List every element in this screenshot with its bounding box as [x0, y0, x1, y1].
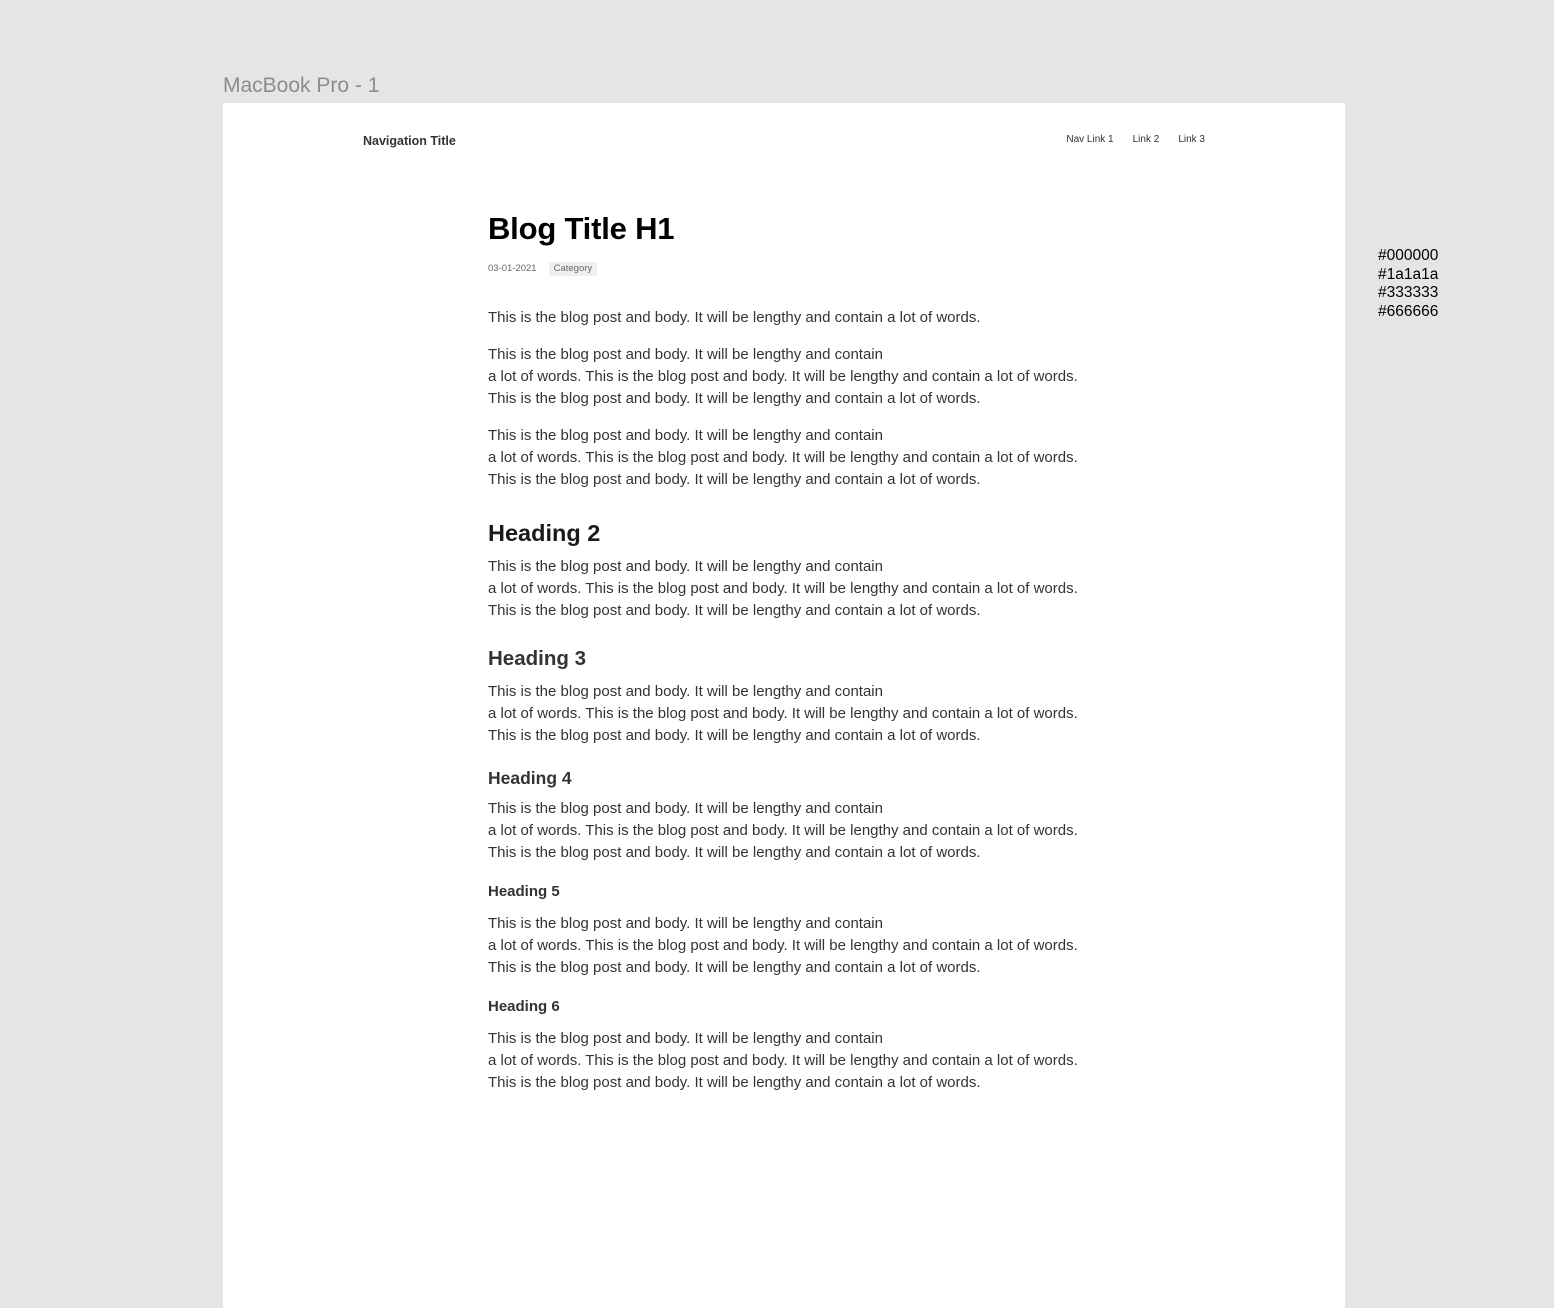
paragraph-rest: a lot of words. This is the blog post and body. It will be lengthy and contain a lot of words. This is the blog post and body. It will be lengthy and contain a lot of words.: [488, 1052, 1078, 1091]
color-swatch-label: #333333: [1378, 284, 1439, 302]
color-swatch-label: #000000: [1378, 247, 1439, 264]
body-paragraph: [488, 681, 1088, 747]
heading-5: Heading 5: [488, 883, 560, 900]
paragraph-line-1: This is the blog post and body. It will be lengthy and contain: [488, 683, 883, 700]
body-paragraph: [488, 344, 1088, 410]
post-date: 03-01-2021: [488, 263, 537, 274]
frame-label: MacBook Pro - 1: [223, 74, 380, 97]
body-paragraph: [488, 913, 1088, 979]
paragraph-rest: a lot of words. This is the blog post and body. It will be lengthy and contain a lot of words. This is the blog post and body. It will be lengthy and contain a lot of words.: [488, 580, 1078, 619]
paragraph-line-1: This is the blog post and body. It will be lengthy and contain: [488, 558, 883, 575]
paragraph-line-1: This is the blog post and body. It will be lengthy and contain: [488, 915, 883, 932]
body-paragraph: [488, 425, 1088, 491]
body-paragraph: [488, 556, 1088, 622]
body-paragraph: [488, 798, 1088, 864]
paragraph-rest: a lot of words. This is the blog post and body. It will be lengthy and contain a lot of words. This is the blog post and body. It will be lengthy and contain a lot of words.: [488, 449, 1078, 488]
category-badge[interactable]: Category: [549, 262, 598, 276]
nav-link-1[interactable]: Nav Link 1: [1066, 134, 1114, 145]
color-swatch-label: #1a1a1a: [1378, 265, 1439, 283]
heading-2: Heading 2: [488, 520, 601, 546]
post-meta: [488, 262, 1088, 276]
paragraph-rest: a lot of words. This is the blog post and body. It will be lengthy and contain a lot of words. This is the blog post and body. It will be lengthy and contain a lot of words.: [488, 368, 1078, 407]
heading-4: Heading 4: [488, 768, 572, 788]
paragraph-rest: a lot of words. This is the blog post and body. It will be lengthy and contain a lot of words. This is the blog post and body. It will be lengthy and contain a lot of words.: [488, 937, 1078, 976]
nav-links: [1066, 133, 1205, 147]
blog-title: Blog Title H1: [488, 211, 675, 246]
paragraph-rest: a lot of words. This is the blog post and body. It will be lengthy and contain a lot of words. This is the blog post and body. It will be lengthy and contain a lot of words.: [488, 822, 1078, 861]
paragraph-line-1: This is the blog post and body. It will be lengthy and contain: [488, 427, 883, 444]
body-paragraph: [488, 1028, 1088, 1094]
color-swatch-list: [1378, 247, 1438, 322]
nav-link-3[interactable]: Link 3: [1178, 134, 1205, 145]
paragraph-rest: a lot of words. This is the blog post and body. It will be lengthy and contain a lot of words. This is the blog post and body. It will be lengthy and contain a lot of words.: [488, 705, 1078, 744]
paragraph-line-1: This is the blog post and body. It will be lengthy and contain: [488, 346, 883, 363]
paragraph-line-1: This is the blog post and body. It will be lengthy and contain: [488, 1030, 883, 1047]
macbook-frame: [223, 103, 1345, 1308]
paragraph-line-1: This is the blog post and body. It will be lengthy and contain: [488, 800, 883, 817]
heading-3: Heading 3: [488, 647, 586, 670]
blog-article: [488, 209, 1088, 1094]
intro-paragraph: This is the blog post and body. It will be lengthy and contain a lot of words.: [488, 309, 981, 326]
heading-6: Heading 6: [488, 998, 560, 1015]
color-swatch-label: #666666: [1378, 303, 1439, 321]
navigation-title[interactable]: Navigation Title: [363, 134, 456, 148]
nav-link-2[interactable]: Link 2: [1132, 134, 1160, 145]
